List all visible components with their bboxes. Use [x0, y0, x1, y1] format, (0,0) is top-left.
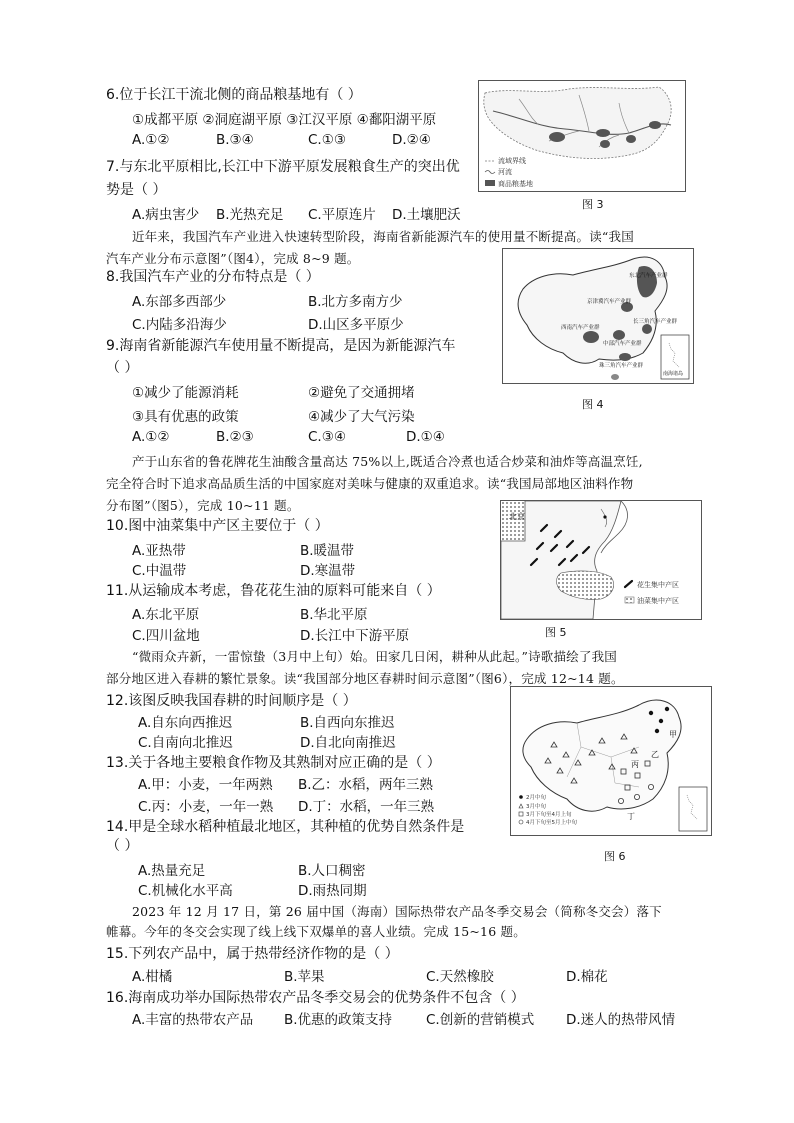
q12-option-a[interactable]: A.自东向西推迟 [138, 715, 233, 731]
fig6-legend-1: 2月中旬 [526, 795, 546, 801]
q13-option-b[interactable]: B.乙：水稻，两年三熟 [298, 777, 434, 793]
q10-option-d[interactable]: D.寒温带 [300, 563, 356, 579]
q12-stem: 12.该图反映我国春耕的时间顺序是（ ） [106, 693, 357, 709]
fig6-mark-yi: 乙 [651, 750, 659, 759]
q12-option-b[interactable]: B.自西向东推迟 [300, 715, 395, 731]
q12-option-c[interactable]: C.自南向北推迟 [138, 735, 233, 751]
central-cluster [613, 330, 625, 340]
grain-base-jianghan [596, 129, 610, 137]
intro-12-14-line2: 部分地区进入春耕的繁忙景象。读“我国部分地区春耕时间示意图”（图6），完成 12~14 题。 [106, 671, 624, 686]
fig6-mark-ding: 丁 [627, 812, 635, 821]
q8-option-c[interactable]: C.内陆多沿海少 [132, 317, 227, 333]
q10-stem: 10.图中油菜集中产区主要位于（ ） [106, 518, 329, 534]
q13-option-a[interactable]: A.甲：小麦，一年两熟 [138, 777, 273, 793]
q8-option-b[interactable]: B.北方多南方少 [308, 294, 403, 310]
q15-option-c[interactable]: C.天然橡胶 [426, 969, 494, 985]
figure-4-map [502, 248, 694, 384]
fig6-mark-bing: 丙 [631, 760, 639, 769]
figure-4-caption: 图 4 [582, 398, 604, 411]
figure-6-map [510, 686, 712, 836]
q7-stem-line1: 7.与东北平原相比,长江中下游平原发展粮食生产的突出优 [106, 159, 460, 175]
q7-stem-line2: 势是（ ） [106, 182, 167, 198]
fig5-city-beijing: 北京 [509, 512, 525, 521]
q9-option-b[interactable]: B.②③ [216, 429, 254, 445]
q6-stem: 6.位于长江干流北侧的商品粮基地有（ ） [106, 87, 362, 103]
fig4-label-northeast: 东北汽车产业群 [629, 273, 668, 279]
fig5-legend-rapeseed: 油菜集中产区 [637, 597, 679, 605]
q11-stem: 11.从运输成本考虑，鲁花花生油的原料可能来自（ ） [106, 583, 441, 599]
q16-option-b[interactable]: B.优惠的政策支持 [284, 1012, 393, 1028]
intro-12-14-line1: “微雨众卉新，一雷惊蛰（3月中上旬）始。田家几日闲，耕种从此起。”诗歌描绘了我国 [132, 649, 617, 664]
fig4-label-jingjinji: 京津冀汽车产业群 [587, 299, 632, 305]
intro-10-11-line2: 完全符合时下追求高品质生活的中国家庭对美味与健康的双重追求。读“我国局部地区油料作物 [106, 476, 634, 491]
q14-option-b[interactable]: B.人口稠密 [298, 863, 366, 879]
q8-option-a[interactable]: A.东部多西部少 [132, 294, 227, 310]
fig3-legend-boundary: 流域界线 [498, 157, 526, 165]
southwest-cluster [583, 331, 599, 343]
q8-option-d[interactable]: D.山区多平原少 [308, 317, 404, 333]
q8-stem: 8.我国汽车产业的分布特点是（ ） [106, 269, 320, 285]
fig5-legend-peanut: 花生集中产区 [637, 581, 679, 589]
q7-option-d[interactable]: D.土壤肥沃 [392, 207, 461, 223]
q11-option-b[interactable]: B.华北平原 [300, 607, 368, 623]
figure-6-caption: 图 6 [604, 850, 626, 863]
fig4-label-yangtze-delta: 长三角汽车产业群 [633, 319, 678, 325]
q16-option-c[interactable]: C.创新的营销模式 [426, 1012, 535, 1028]
q9-item-1: ①减少了能源消耗 [132, 385, 239, 401]
q15-option-d[interactable]: D.棉花 [566, 969, 608, 985]
intro-10-11-line1: 产于山东省的鲁花牌花生油酸含量高达 75%以上,既适合冷煮也适合炒菜和油炸等高温烹饪, [132, 454, 643, 469]
q14-option-d[interactable]: D.雨热同期 [298, 883, 367, 899]
q14-option-a[interactable]: A.热量充足 [138, 863, 206, 879]
q7-option-c[interactable]: C.平原连片 [308, 207, 376, 223]
q10-option-a[interactable]: A.亚热带 [132, 543, 186, 559]
q9-item-4: ④减少了大气污染 [308, 409, 415, 425]
intro-15-16-line1: 2023 年 12 月 17 日，第 26 届中国（海南）国际热带农产品冬季交易会（简称冬交会）落下 [132, 904, 662, 919]
fig6-mark-jia: 甲 [669, 730, 677, 739]
q16-option-d[interactable]: D.迷人的热带风情 [566, 1012, 676, 1028]
q6-option-a[interactable]: A.①② [132, 132, 170, 148]
q13-option-d[interactable]: D.丁：水稻，一年三熟 [298, 799, 435, 815]
q11-option-d[interactable]: D.长江中下游平原 [300, 628, 410, 644]
q16-stem: 16.海南成功举办国际热带农产品冬季交易会的优势条件不包含（ ） [106, 990, 525, 1006]
q11-option-a[interactable]: A.东北平原 [132, 607, 200, 623]
q13-stem: 13.关于各地主要粮食作物及其熟制对应正确的是（ ） [106, 755, 441, 771]
q9-stem-line1: 9.海南省新能源汽车使用量不断提高，是因为新能源汽车 [106, 338, 456, 354]
fig4-label-central: 中部汽车产业群 [603, 341, 642, 347]
q6-items: ①成都平原 ②洞庭湖平原 ③江汉平原 ④鄱阳湖平原 [132, 112, 437, 128]
q14-option-c[interactable]: C.机械化水平高 [138, 883, 233, 899]
q14-stem-line2: （ ） [106, 838, 139, 854]
q12-option-d[interactable]: D.自北向南推迟 [300, 735, 396, 751]
figure-3-caption: 图 3 [582, 198, 604, 211]
fig6-legend-2: 3月中旬 [526, 804, 546, 810]
q6-option-c[interactable]: C.①③ [308, 132, 346, 148]
pearl-delta-cluster [619, 353, 631, 361]
fig4-label-southwest: 西南汽车产业群 [561, 325, 600, 331]
fig3-legend-grain-base: 商品粮基地 [498, 180, 533, 188]
q14-stem-line1: 14.甲是全球水稻种植最北地区，其种植的优势自然条件是 [106, 819, 465, 835]
intro-8-9-line1: 近年来，我国汽车产业进入快速转型阶段，海南省新能源汽车的使用量不断提高。读“我国 [132, 229, 634, 244]
figure-5-caption: 图 5 [545, 626, 567, 639]
q9-item-3: ③具有优惠的政策 [132, 409, 239, 425]
q16-option-a[interactable]: A.丰富的热带农产品 [132, 1012, 254, 1028]
q15-stem: 15.下列农产品中，属于热带经济作物的是（ ） [106, 946, 399, 962]
figure-5-map [500, 500, 702, 620]
fig4-label-pearl-delta: 珠三角汽车产业群 [599, 363, 644, 369]
yangtze-delta-cluster [642, 324, 652, 334]
q7-option-a[interactable]: A.病虫害少 [132, 207, 200, 223]
figure-3-map [478, 80, 686, 192]
q11-option-c[interactable]: C.四川盆地 [132, 628, 200, 644]
q9-item-2: ②避免了交通拥堵 [308, 385, 415, 401]
intro-8-9-line2: 汽车产业分布示意图”（图4），完成 8~9 题。 [106, 251, 360, 266]
q6-option-d[interactable]: D.②④ [392, 132, 431, 148]
fig6-legend-4: 4月下旬至5月上中旬 [526, 820, 577, 826]
fig4-label-south-sea: 南海诸岛 [663, 371, 684, 377]
grain-base-chengdu [549, 132, 565, 142]
grain-base-poyang [626, 135, 636, 143]
q9-option-a[interactable]: A.①② [132, 429, 170, 445]
q9-stem-line2: （ ） [106, 360, 139, 376]
intro-15-16-line2: 帷幕。今年的冬交会实现了线上线下双爆单的喜人业绩。完成 15~16 题。 [106, 924, 526, 939]
q10-option-b[interactable]: B.暖温带 [300, 543, 355, 559]
grain-base-delta [649, 121, 661, 129]
grain-base-dongting [600, 140, 610, 148]
q15-option-b[interactable]: B.苹果 [284, 969, 325, 985]
q6-option-b[interactable]: B.③④ [216, 132, 254, 148]
q9-option-d[interactable]: D.①④ [406, 429, 445, 445]
fig6-legend-3: 3月下旬至4月上旬 [526, 812, 572, 818]
q13-option-c[interactable]: C.丙：小麦，一年一熟 [138, 799, 274, 815]
fig3-legend-river: 河流 [498, 168, 512, 176]
q10-option-c[interactable]: C.中温带 [132, 563, 187, 579]
q9-option-c[interactable]: C.③④ [308, 429, 346, 445]
intro-10-11-line3: 分布图”（图5），完成 10~11 题。 [106, 498, 300, 513]
q15-option-a[interactable]: A.柑橘 [132, 969, 173, 985]
q7-option-b[interactable]: B.光热充足 [216, 207, 284, 223]
